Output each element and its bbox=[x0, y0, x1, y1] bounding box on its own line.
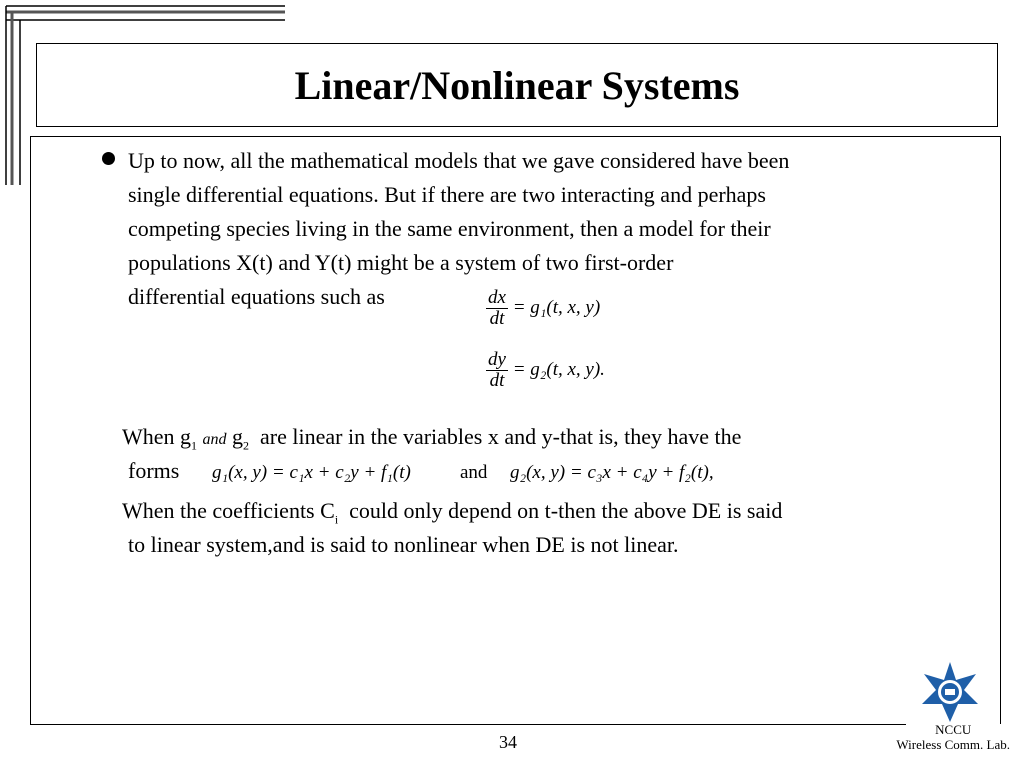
bullet-icon bbox=[102, 152, 115, 165]
equation-dy-dt bbox=[486, 350, 605, 391]
eq1-rhs: = g₁(t, x, y) bbox=[512, 296, 601, 318]
eq2-numerator: dy bbox=[488, 349, 506, 370]
g2-subscript: 2 bbox=[243, 438, 250, 453]
coef-symbol: C bbox=[320, 498, 335, 523]
title-box bbox=[36, 43, 998, 127]
org-line-2: Wireless Comm. Lab. bbox=[896, 737, 1010, 752]
bullet-line-4: populations X(t) and Y(t) might be a system of two first-order bbox=[128, 250, 674, 275]
equation-dx-dt bbox=[486, 288, 600, 329]
when-suffix: are linear in the variables x and y-that is, they have the bbox=[260, 424, 742, 449]
when-linear-line bbox=[122, 420, 741, 462]
when-prefix: When g bbox=[122, 424, 192, 449]
forms-line bbox=[128, 454, 179, 488]
coef-subscript: i bbox=[334, 512, 339, 527]
g2-letter: g bbox=[232, 424, 244, 449]
organization-label bbox=[896, 722, 1010, 752]
eq2-denominator: dt bbox=[489, 370, 505, 391]
footer-divider bbox=[30, 724, 906, 725]
forms-and: and bbox=[460, 462, 488, 483]
bullet-line-2: single differential equations. But if there are two interacting and perhaps bbox=[128, 182, 766, 207]
and-italic: and bbox=[202, 431, 227, 448]
g1-subscript: 1 bbox=[191, 438, 198, 453]
slide-title: Linear/Nonlinear Systems bbox=[294, 62, 740, 108]
coef-prefix: When the coefficients bbox=[122, 498, 315, 523]
bullet-line-1: Up to now, all the mathematical models that we gave considered have been bbox=[128, 148, 790, 173]
org-line-1: NCCU bbox=[935, 722, 972, 737]
forms-equation-1: g₁(x, y) = c₁x + c₂y + f₁(t) bbox=[212, 462, 411, 483]
coefficients-line-2: to linear system,and is said to nonlinear when DE is not linear. bbox=[128, 532, 679, 557]
bullet-line-3: competing species living in the same environment, then a model for their bbox=[128, 216, 771, 241]
forms-equation-2: g₂(x, y) = c₃x + c₄y + f₂(t), bbox=[510, 462, 714, 483]
bullet-line-5: differential equations such as bbox=[128, 284, 385, 309]
page-number: 34 bbox=[499, 732, 517, 752]
eq1-numerator: dx bbox=[488, 287, 506, 308]
coef-suffix: could only depend on t-then the above DE is said bbox=[349, 498, 783, 523]
eq1-denominator: dt bbox=[489, 308, 505, 329]
eq2-rhs: = g₂(t, x, y). bbox=[512, 358, 605, 380]
forms-word: forms bbox=[128, 458, 180, 483]
nccu-logo-icon bbox=[918, 660, 982, 724]
